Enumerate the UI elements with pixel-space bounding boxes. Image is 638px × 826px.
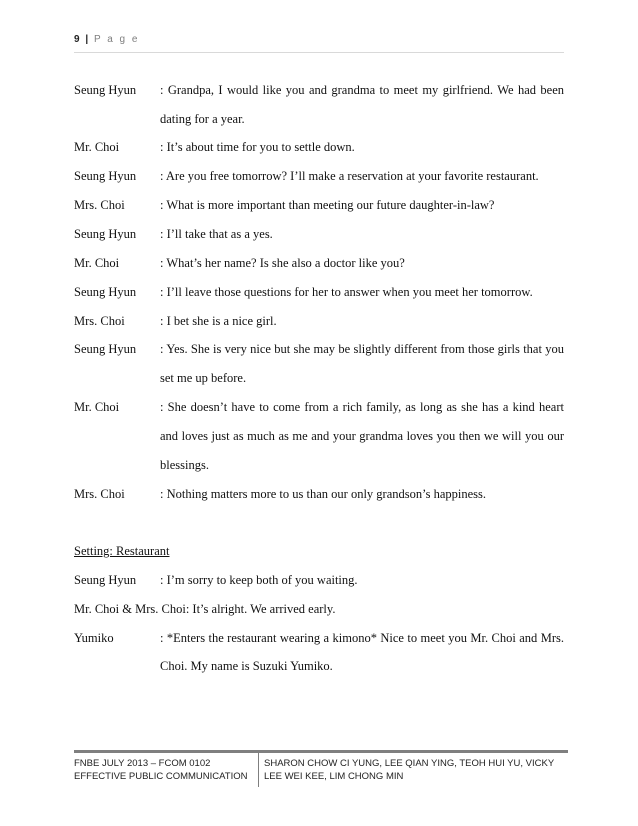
dialogue-text: and loves just as much as me and your grandma loves you then we will you our: [160, 429, 564, 443]
dialogue-text: : *Enters the restaurant wearing a kimono* Nice to meet you Mr. Choi and Mrs.: [160, 631, 564, 645]
dialogue-text: : Grandpa, I would like you and grandma to meet my girlfriend. We had been: [160, 83, 564, 97]
footer-course: [74, 757, 254, 783]
dialogue-text: Choi. My name is Suzuki Yumiko.: [160, 659, 333, 673]
speaker-name: Seung Hyun: [74, 83, 137, 97]
dialogue-text: : Nothing matters more to us than our only grandson’s happiness.: [160, 487, 487, 501]
dialogue-text: : I bet she is a nice girl.: [160, 314, 277, 328]
speaker-name: Seung Hyun: [74, 342, 137, 356]
footer-authors-line1: SHARON CHOW CI YUNG, LEE QIAN YING, TEOH HUI YU, VICKY: [264, 758, 555, 769]
speaker-name: Mr. Choi: [74, 400, 120, 414]
footer-authors-line2: LEE WEI KEE, LIM CHONG MIN: [264, 771, 404, 782]
dialogue-text: blessings.: [160, 458, 209, 472]
speaker-name: Seung Hyun: [74, 285, 137, 299]
speaker-name: Mrs. Choi: [74, 314, 125, 328]
setting-heading: Setting: Restaurant: [74, 544, 170, 558]
dialogue-text: : I’ll take that as a yes.: [160, 227, 273, 241]
dialogue-text: : She doesn’t have to come from a rich family, as long as she has a kind heart: [160, 400, 564, 414]
dialogue-text: : What is more important than meeting our future daughter-in-law?: [160, 198, 495, 212]
speaker-name: Mrs. Choi: [74, 198, 125, 212]
footer-divider: [258, 753, 259, 787]
speaker-name: Mr. Choi: [74, 140, 120, 154]
speaker-name: Yumiko: [74, 631, 114, 645]
speaker-name: Mr. Choi: [74, 256, 120, 270]
dialogue-text: : What’s her name? Is she also a doctor like you?: [160, 256, 405, 270]
footer-course-title: EFFECTIVE PUBLIC COMMUNICATION: [74, 771, 248, 782]
page-footer: [74, 750, 568, 785]
dialogue-line-full: Mr. Choi & Mrs. Choi: It’s alright. We arrived early.: [74, 602, 336, 616]
footer-course-code: FNBE JULY 2013 – FCOM 0102: [74, 758, 211, 769]
dialogue-text: set me up before.: [160, 371, 247, 385]
dialogue-text: : Yes. She is very nice but she may be slightly different from those girls that you: [160, 342, 564, 356]
dialogue-text: : Are you free tomorrow? I’ll make a reservation at your favorite restaurant.: [160, 169, 539, 183]
dialogue-text: : I’ll leave those questions for her to answer when you meet her tomorrow.: [160, 285, 533, 299]
page-label: P a g e: [93, 34, 140, 45]
page-separator: |: [85, 34, 89, 45]
dialogue-text: : It’s about time for you to settle down.: [160, 140, 355, 154]
footer-authors: [264, 757, 568, 783]
speaker-name: Seung Hyun: [74, 169, 137, 183]
speaker-name: Seung Hyun: [74, 227, 137, 241]
dialogue-text: dating for a year.: [160, 112, 245, 126]
dialogue-text: : I’m sorry to keep both of you waiting.: [160, 573, 358, 587]
page-header: [74, 34, 564, 53]
speaker-name: Mrs. Choi: [74, 487, 125, 501]
speaker-name: Seung Hyun: [74, 573, 137, 587]
page-number: 9: [74, 34, 80, 45]
